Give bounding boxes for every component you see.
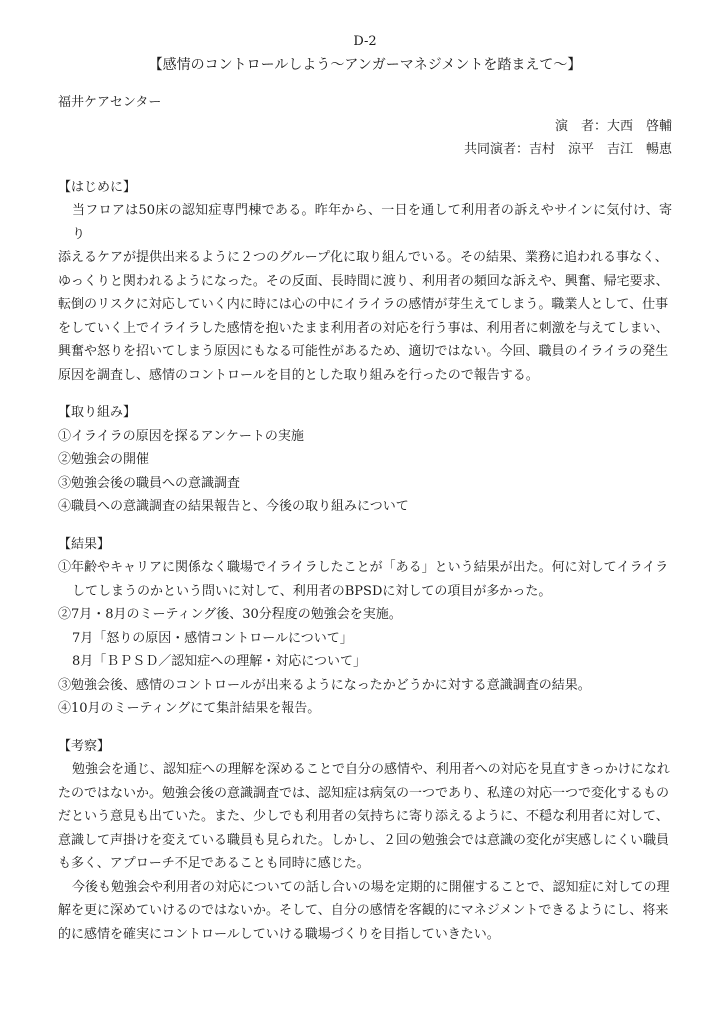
paragraph-line: 原因を調査し、感情のコントロールを目的とした取り組みを行ったので報告する。 bbox=[58, 367, 539, 383]
document-code: D-2 bbox=[353, 34, 377, 49]
paragraph-line: 勉強会を通じ、認知症への理解を深めることで自分の感情や、利用者への対応を見直すきっかけになれ bbox=[72, 762, 670, 777]
result-line: ①年齢やキャリアに関係なく職場でイライラしたことが「ある」という結果が出た。何に対してイライラ bbox=[58, 560, 669, 575]
result-line: 8月「ＢＰＳＤ／認知症への理解・対応について」 bbox=[72, 654, 367, 669]
spacer bbox=[58, 387, 672, 401]
results-section bbox=[58, 533, 672, 721]
paragraph-line: 的に感情を確実にコントロールしていける職場づくりを目指していきたい。 bbox=[58, 926, 500, 942]
section-heading: 【はじめに】 bbox=[58, 179, 137, 195]
result-line: 7月「怒りの原因・感情コントロールについて」 bbox=[72, 630, 353, 646]
spacer bbox=[58, 77, 672, 91]
discussion-section bbox=[58, 735, 672, 947]
spacer bbox=[58, 721, 672, 735]
paragraph-line: 解を更に深めていけるのではないか。そして、自分の感情を客観的にマネジメントできるようにし、将来 bbox=[58, 903, 669, 918]
section-heading: 【考察】 bbox=[58, 738, 111, 754]
paragraph-line: ゆっくりと関われるようになった。その反面、長時間に渡り、利用者の頻回な訴えや、興奮、帰宅要求、 bbox=[58, 273, 669, 289]
paragraph-line: 興奮や怒りを招いてしまう原因にもなる可能性があるため、適切ではない。今回、職員のイライラの発生 bbox=[58, 344, 669, 359]
paragraph-line: 添えるケアが提供出来るように２つのグループ化に取り組んでいる。その結果、業務に追われる事なく、 bbox=[58, 250, 668, 265]
list-item: ④職員への意識調査の結果報告と、今後の取り組みについて bbox=[58, 499, 409, 514]
co-presenters: 共同演者：吉村 涼平 吉江 暢恵 bbox=[463, 142, 672, 157]
paragraph-line: 転倒のリスクに対応していく内に時には心の中にイライラの感情が芽生えてしまう。職業人として、仕事 bbox=[58, 297, 669, 312]
intro-section bbox=[58, 176, 672, 388]
paragraph-line: 意識して声掛けを変えている職員も見られた。しかし、２回の勉強会では意識の変化が実感しにくい職員 bbox=[58, 832, 670, 848]
result-line: ④10月のミーティングにて集計結果を報告。 bbox=[58, 701, 321, 716]
section-heading: 【取り組み】 bbox=[58, 405, 137, 420]
list-item: ②勉強会の開催 bbox=[58, 452, 150, 467]
spacer bbox=[58, 519, 672, 533]
efforts-section bbox=[58, 401, 672, 519]
list-item: ③勉強会後の職員への意識調査 bbox=[58, 475, 241, 491]
paragraph-line: たのではないか。勉強会後の意識調査では、認知症は病気の一つであり、私達の対応一つで変化するもの bbox=[58, 785, 670, 801]
paragraph-line: だという意見も出ていた。また、少しでも利用者の気持ちに寄り添えるように、不穏な利用者に対して、 bbox=[58, 809, 669, 824]
result-line: ③勉強会後、感情のコントロールが出来るようになったかどうかに対する意識調査の結果。 bbox=[58, 677, 591, 693]
section-heading: 【結果】 bbox=[58, 536, 111, 552]
paragraph-line: をしていく上でイライラした感情を抱いたまま利用者の対応を行う事は、利用者に刺激を与えてしまい、 bbox=[58, 320, 669, 336]
result-line: してしまうのかという問いに対して、利用者のBPSDに対しての項目が多かった。 bbox=[72, 583, 552, 599]
paragraph-line: も多く、アプローチ不足であることも同時に感じた。 bbox=[58, 856, 370, 871]
list-item: ①イライラの原因を探るアンケートの実施 bbox=[58, 428, 304, 444]
result-line: ②7月・8月のミーティング後、30分程度の勉強会を実施。 bbox=[58, 607, 402, 622]
paragraph-line: 今後も勉強会や利用者の対応についての話し合いの場を定期的に開催することで、認知症に対しての理 bbox=[72, 879, 670, 895]
organization: 福井ケアセンター bbox=[58, 95, 162, 110]
presenter: 演 者：大西 啓輔 bbox=[554, 118, 672, 134]
paragraph-line: 当フロアは50床の認知症専門棟である。昨年から、一日を通して利用者の訴えやサインに気付け、寄り bbox=[72, 203, 672, 242]
spacer bbox=[58, 162, 672, 176]
document-title: 【感情のコントロールしよう～アンガーマネジメントを踏まえて～】 bbox=[148, 56, 582, 73]
